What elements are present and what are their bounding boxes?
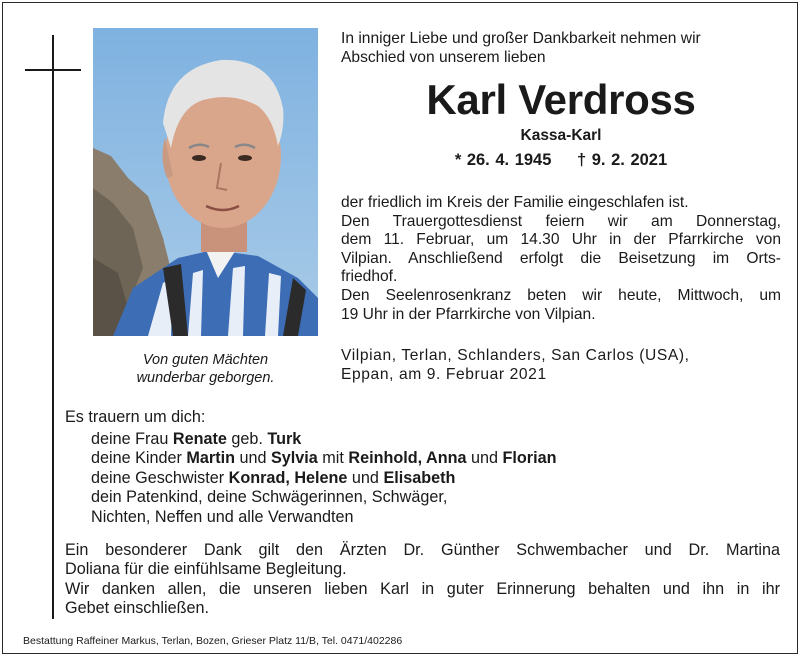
body-line: der friedlich im Kreis der Familie eingeschlafen ist.	[341, 194, 689, 211]
text: und	[347, 468, 384, 487]
mourner-line-siblings	[91, 469, 800, 488]
intro-text	[341, 30, 781, 67]
text: und	[466, 449, 503, 468]
life-dates	[341, 150, 781, 170]
text: mit	[317, 449, 349, 468]
body-line: Den Seelenrosenkranz beten wir heute, Mittwoch, um	[341, 286, 781, 304]
motto-line: Von guten Mächten	[142, 352, 269, 368]
mourner-line-children	[91, 449, 800, 468]
places-line: Vilpian, Terlan, Schlanders, San Carlos (USA),	[341, 347, 690, 364]
mourners-list	[91, 430, 800, 527]
grandchild-name: Florian	[502, 449, 557, 468]
body-line: dem 11. Februar, um 14.30 Uhr in der Pfarrkirche von	[341, 231, 781, 249]
intro-line: In inniger Liebe und großer Dankbarkeit nehmen wir	[341, 30, 701, 47]
maiden-name: Turk	[267, 430, 302, 448]
body-line: Den Trauergottesdienst feiern wir am Donnerstag,	[341, 212, 781, 230]
motto-line: wunderbar geborgen.	[136, 370, 275, 386]
funeral-home-footer: Bestattung Raffeiner Markus, Terlan, Bozen, Grieser Platz 11/B, Tel. 0471/402286	[23, 635, 403, 647]
deceased-name: Karl Verdross	[426, 76, 696, 123]
body-line: friedhof.	[341, 268, 398, 286]
thanks-line: Ein besonderer Dank gilt den Ärzten Dr. Günther Schwembacher und Dr. Martina	[65, 541, 780, 559]
nickname: Kassa-Karl	[520, 127, 602, 144]
child-name: Sylvia	[270, 449, 318, 468]
places-and-date	[341, 347, 781, 384]
motto-quote	[93, 351, 318, 387]
text: deine Frau	[91, 430, 173, 448]
body-line: Vilpian. Anschließend erfolgt die Beisetzung im Orts-	[341, 249, 781, 267]
portrait-illustration	[93, 28, 318, 336]
body-line: 19 Uhr in der Pfarrkirche von Vilpian.	[341, 305, 596, 323]
sibling-name: Elisabeth	[383, 468, 456, 487]
text: und	[234, 449, 271, 468]
wife-name: Renate	[172, 430, 227, 448]
sibling-names: Konrad, Helene	[228, 468, 348, 487]
child-name: Martin	[186, 449, 235, 468]
grandchild-names: Reinhold, Anna	[348, 449, 467, 468]
mourners-heading: Es trauern um dich:	[65, 408, 206, 426]
thanks-line: Gebet einschließen.	[65, 599, 209, 618]
places-line: Eppan, am 9. Februar 2021	[341, 365, 547, 383]
birth-date: * 26. 4. 1945	[454, 151, 552, 169]
thanks-line: Doliana für die einfühlsame Begleitung.	[65, 560, 347, 579]
intro-line: Abschied von unserem lieben	[341, 48, 546, 66]
cross-vertical-bar	[52, 35, 54, 619]
obituary-notice	[2, 2, 798, 654]
cross-horizontal-bar	[25, 69, 81, 71]
service-details	[341, 194, 781, 324]
thanks-text	[65, 541, 780, 619]
mourner-line-relatives: dein Patenkind, deine Schwägerinnen, Schwäger,	[91, 488, 448, 507]
mourner-line-relatives: Nichten, Neffen und alle Verwandten	[91, 507, 354, 526]
thanks-line: Wir danken allen, die unseren lieben Karl in guter Erinnerung behalten und ihn in ihr	[65, 579, 780, 598]
mourner-line-wife	[91, 430, 800, 449]
death-date: † 9. 2. 2021	[577, 151, 668, 169]
text: geb.	[226, 430, 268, 448]
portrait-photo	[93, 28, 318, 336]
text: deine Kinder	[91, 449, 187, 468]
text: deine Geschwister	[91, 468, 229, 487]
